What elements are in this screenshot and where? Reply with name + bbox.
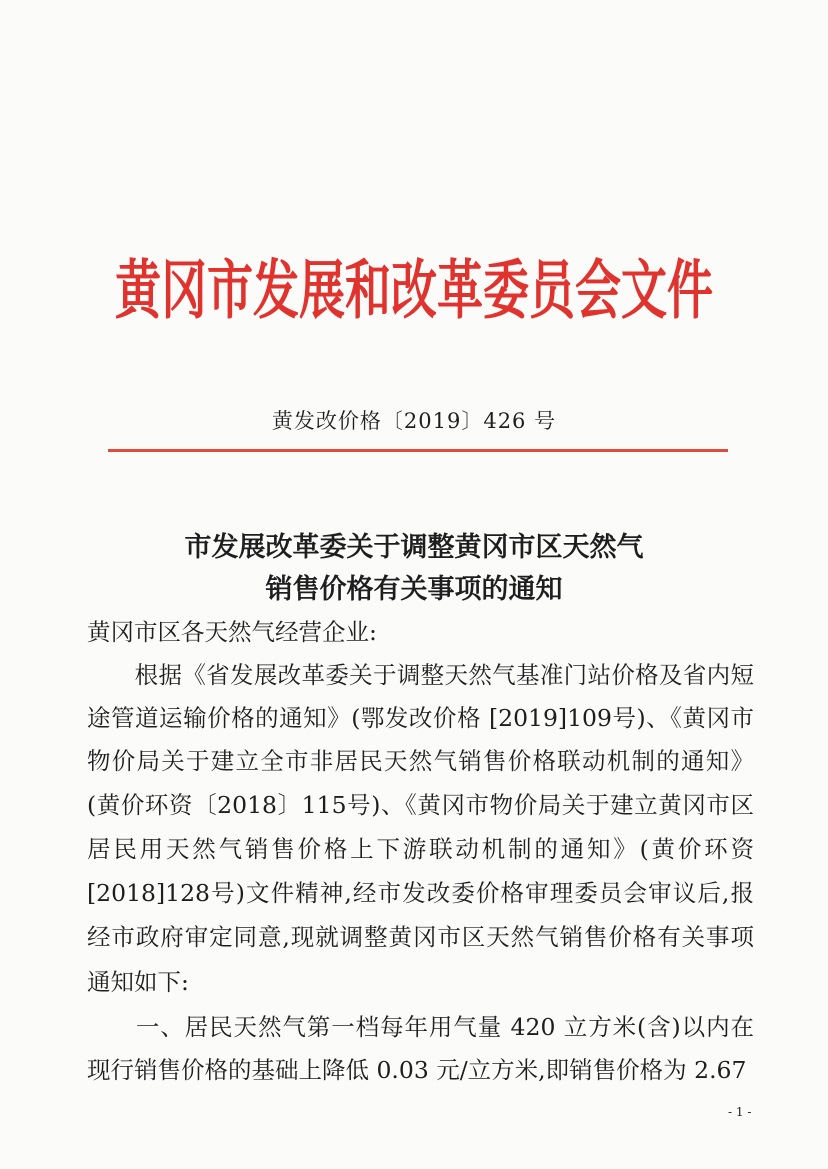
body-line: 物价局关于建立全市非居民天然气销售价格联动机制的通知》 [87, 747, 754, 775]
body-line: (黄价环资〔2018〕115号)、《黄冈市物价局关于建立黄冈市区 [87, 791, 754, 819]
body-line: 途管道运输价格的通知》(鄂发改价格 [2019]109号)、《黄冈市 [87, 704, 754, 732]
document-number: 黄发改价格〔2019〕426 号 [271, 409, 557, 433]
body-line: 一、居民天然气第一档每年用气量 420 立方米(含)以内在 [87, 1013, 754, 1041]
notice-title-line-2: 销售价格有关事项的通知 [265, 574, 563, 605]
document-header-title: 黄冈市发展和改革委员会文件 [115, 252, 713, 328]
body-line: 居民用天然气销售价格上下游联动机制的通知》(黄价环资 [87, 835, 754, 863]
notice-title-line-1: 市发展改革委关于调整黄冈市区天然气 [184, 532, 644, 563]
salutation: 黄冈市区各天然气经营企业: [87, 618, 377, 646]
body-line: 经市政府审定同意,现就调整黄冈市区天然气销售价格有关事项 [87, 923, 754, 951]
body-line: 根据《省发展改革委关于调整天然气基准门站价格及省内短 [87, 661, 754, 689]
body-line: 通知如下: [87, 968, 189, 996]
page-number: - 1 - [728, 1105, 752, 1119]
body-line: [2018]128号)文件精神,经市发改委价格审理委员会审议后,报 [87, 879, 754, 907]
body-line: 现行销售价格的基础上降低 0.03 元/立方米,即销售价格为 2.67 [87, 1056, 747, 1084]
red-divider [108, 449, 728, 452]
